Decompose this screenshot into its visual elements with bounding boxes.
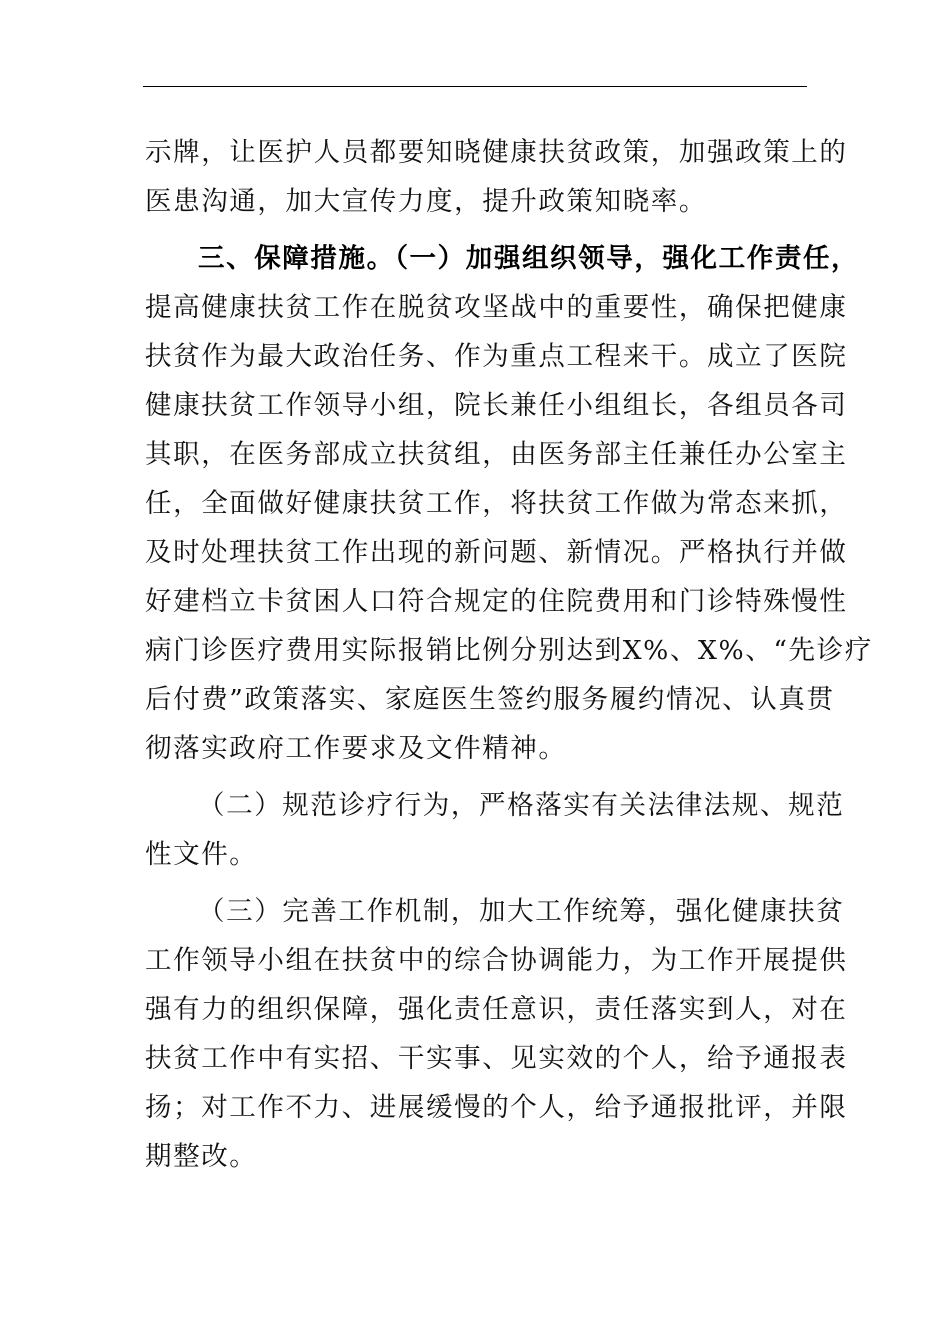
paragraph-work-mechanism [145,887,848,1181]
text-line: 及时处理扶贫工作出现的新问题、新情况。严格执行并做 [145,537,848,568]
text-line: 医患沟通，加大宣传力度，提升政策知晓率。 [145,186,707,217]
text-line: 扶贫工作中有实招、干实事、见实效的个人，给予通报表 [145,1043,848,1074]
text-line: 后付费”政策落实、家庭医生签约服务履约情况、认真贯 [145,684,835,715]
text-line: 示牌，让医护人员都要知晓健康扶贫政策，加强政策上的 [145,137,848,168]
text-line: 期整改。 [145,1141,258,1172]
text-line: 扬；对工作不力、进展缓慢的个人，给予通报批评，并限 [145,1092,848,1123]
document-body [145,128,873,1181]
text-line: 性文件。 [145,839,258,870]
text-line: 任，全面做好健康扶贫工作，将扶贫工作做为常态来抓， [145,488,848,519]
text-line: 工作领导小组在扶贫中的综合协调能力，为工作开展提供 [145,945,848,976]
text-line: 其职，在医务部成立扶贫组，由医务部主任兼任办公室主 [145,439,848,470]
text-line: 强有力的组织保障，强化责任意识，责任落实到人，对在 [145,994,848,1025]
text-line: 彻落实政府工作要求及文件精神。 [145,733,567,764]
paragraph-standardize-treatment [145,781,845,879]
paragraph-continued [145,128,848,226]
section-heading: 三、保障措施。（一）加强组织领导，强化工作责任， [198,243,860,274]
text-line: 好建档立卡贫困人口符合规定的住院费用和门诊特殊慢性 [145,586,848,617]
header-rule [143,86,807,87]
text-line: （三）完善工作机制，加大工作统筹，强化健康扶贫 [198,896,845,927]
text-line: 病门诊医疗费用实际报销比例分别达到X%、X%、“先诊疗 [145,635,873,666]
paragraph-safeguard-measures [145,234,873,773]
text-line: （二）规范诊疗行为，严格落实有关法律法规、规范 [198,790,845,821]
text-line: 扶贫作为最大政治任务、作为重点工程来干。成立了医院 [145,341,848,372]
text-line: 提高健康扶贫工作在脱贫攻坚战中的重要性，确保把健康 [145,292,848,323]
text-line: 健康扶贫工作领导小组，院长兼任小组组长，各组员各司 [145,390,848,421]
